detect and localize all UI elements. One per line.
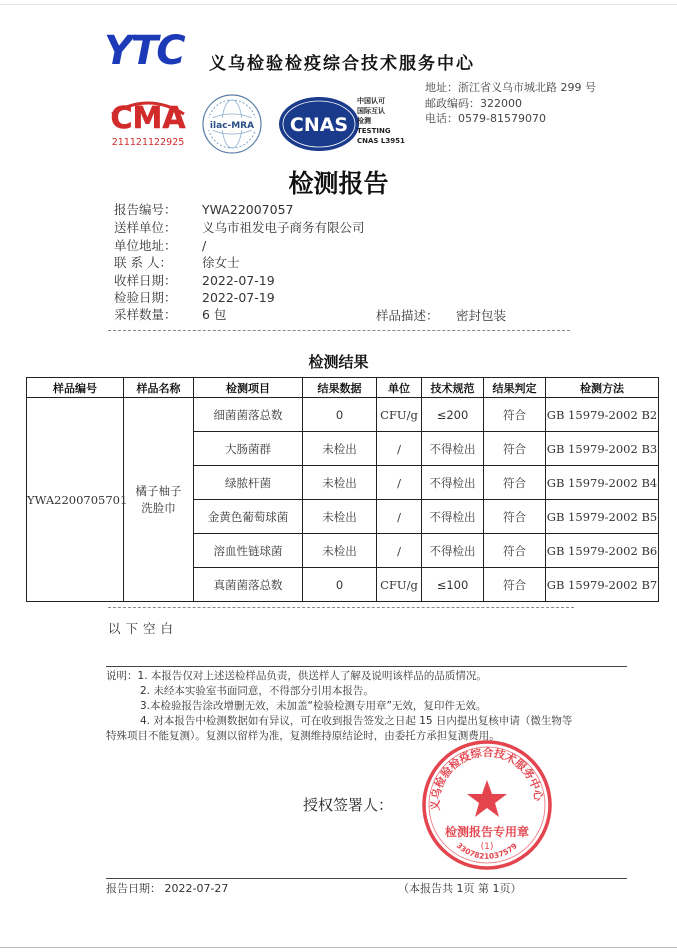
- results-table: [26, 377, 659, 602]
- info-value: 义乌市祖发电子商务有限公司: [202, 220, 365, 235]
- notes-top-rule: [106, 666, 627, 667]
- info-label: 收样日期：: [114, 273, 177, 288]
- method-cell: GB 15979-2002 B4: [546, 466, 659, 500]
- cma-mark: CMA: [110, 101, 186, 136]
- cnas-logo: [277, 95, 361, 153]
- info-value: YWA22007057: [202, 202, 294, 217]
- result-cell: 未检出: [303, 432, 377, 466]
- spec-cell: 不得检出: [422, 466, 484, 500]
- info-address: [114, 237, 206, 255]
- method-cell: GB 15979-2002 B2: [546, 398, 659, 432]
- postcode-line: 邮政编码：322000: [425, 97, 522, 110]
- table-header-row: [27, 378, 659, 398]
- sample-desc-value: 密封包装: [456, 308, 507, 323]
- cma-number: 211121122925: [111, 137, 185, 148]
- cnas-mark: CNAS: [289, 114, 349, 136]
- info-label: 报告编号：: [114, 202, 177, 217]
- stamp-ring-text: 义乌检验检疫综合技术服务中心: [428, 746, 546, 811]
- stamp-sub-text: (1): [480, 842, 494, 852]
- unit-cell: /: [377, 500, 422, 534]
- notes-block: [106, 669, 626, 744]
- unit-cell: /: [377, 432, 422, 466]
- unit-cell: CFU/g: [377, 398, 422, 432]
- signer-label: 授权签署人：: [303, 796, 394, 814]
- sample-name-cell: [124, 398, 194, 602]
- note-line: 4. 对本报告中检测数据如有异议，可在收到报告签发之日起 15 日内提出复核申请（微生物等: [140, 715, 573, 727]
- method-cell: GB 15979-2002 B5: [546, 500, 659, 534]
- header-sample-name: 样品名称: [124, 378, 194, 398]
- info-value: 2022-07-19: [202, 290, 275, 305]
- info-value: 徐女士: [202, 255, 240, 270]
- ytc-logo: YTC: [104, 28, 184, 74]
- info-value: 6 包: [202, 307, 227, 322]
- inspection-seal-stamp: [418, 736, 556, 874]
- sample-id-cell: YWA2200705701: [27, 398, 124, 602]
- ilac-text: ilac-MRA: [209, 121, 255, 131]
- note-line: 特殊项目不能复测）。复测以留样为准，复测维持原结论时，由委托方承担复测费用。: [106, 730, 500, 742]
- item-cell: 金黄色葡萄球菌: [194, 500, 303, 534]
- info-label: 检验日期：: [114, 290, 177, 305]
- header-spec: 技术规范: [422, 378, 484, 398]
- result-cell: 0: [303, 568, 377, 602]
- info-label: 采样数量：: [114, 307, 177, 322]
- phone-line: 电话：0579-81579070: [425, 112, 546, 125]
- sample-name-line: 洗脸巾: [141, 500, 176, 515]
- judgement-cell: 符合: [484, 568, 546, 602]
- results-title: 检测结果: [308, 353, 369, 371]
- info-separator: [108, 330, 570, 331]
- note-line: 3.本检验报告涂改增删无效，未加盖“检验检测专用章”无效，复印件无效。: [140, 700, 487, 712]
- judgement-cell: 符合: [484, 398, 546, 432]
- unit-cell: /: [377, 534, 422, 568]
- item-cell: 大肠菌群: [194, 432, 303, 466]
- note-line: 2. 未经本实验室书面同意，不得部分引用本报告。: [140, 685, 374, 697]
- item-cell: 溶血性链球菌: [194, 534, 303, 568]
- header-judgement: 结果判定: [484, 378, 546, 398]
- cnas-text-line: TESTING: [357, 127, 391, 135]
- item-cell: 细菌菌落总数: [194, 398, 303, 432]
- report-title: 检测报告: [288, 169, 389, 198]
- cnas-text-line: 中国认可: [357, 97, 385, 105]
- page-bottom-edge: [0, 947, 677, 948]
- method-cell: GB 15979-2002 B3: [546, 432, 659, 466]
- cnas-accreditation-text: [357, 96, 417, 146]
- result-cell: 未检出: [303, 500, 377, 534]
- info-label: 联 系 人：: [114, 255, 172, 270]
- address-line: 地址：浙江省义乌市城北路 299 号: [425, 81, 596, 94]
- page-top-edge: [0, 4, 677, 5]
- sample-desc-label: 样品描述：: [376, 308, 439, 323]
- info-sender: [114, 219, 365, 237]
- info-sample-qty: [114, 306, 226, 324]
- report-date: 报告日期： 2022-07-27: [106, 882, 229, 895]
- item-cell: 绿脓杆菌: [194, 466, 303, 500]
- unit-cell: /: [377, 466, 422, 500]
- spec-cell: ≤100: [422, 568, 484, 602]
- cnas-text-line: 国际互认: [357, 107, 385, 115]
- item-cell: 真菌菌落总数: [194, 568, 303, 602]
- cma-logo: [108, 94, 188, 148]
- blank-note: 以下空白: [108, 621, 179, 636]
- result-cell: 未检出: [303, 534, 377, 568]
- info-test-date: [114, 289, 275, 307]
- info-report-no: [114, 201, 294, 219]
- header-method: 检测方法: [546, 378, 659, 398]
- info-value: /: [202, 238, 207, 253]
- sample-name-line: 橘子柚子: [135, 483, 182, 498]
- header-result: 结果数据: [303, 378, 377, 398]
- spec-cell: ≤200: [422, 398, 484, 432]
- header-test-item: 检测项目: [194, 378, 303, 398]
- info-received-date: [114, 272, 275, 290]
- ilac-mra-logo: [200, 92, 264, 156]
- info-contact: [114, 254, 240, 272]
- judgement-cell: 符合: [484, 466, 546, 500]
- info-label: 单位地址：: [114, 238, 177, 253]
- cnas-text-line: 检测: [357, 117, 371, 125]
- info-value: 2022-07-19: [202, 273, 275, 288]
- star-icon: [467, 780, 507, 817]
- unit-cell: CFU/g: [377, 568, 422, 602]
- stamp-code: 3307821037579: [454, 840, 519, 861]
- method-cell: GB 15979-2002 B6: [546, 534, 659, 568]
- spec-cell: 不得检出: [422, 534, 484, 568]
- method-cell: GB 15979-2002 B7: [546, 568, 659, 602]
- cnas-text-line: CNAS L3951: [357, 137, 405, 145]
- page-info: （本报告共 1页 第 1页）: [398, 882, 522, 895]
- spec-cell: 不得检出: [422, 500, 484, 534]
- header-unit: 单位: [377, 378, 422, 398]
- judgement-cell: 符合: [484, 432, 546, 466]
- footer-rule: [106, 878, 627, 879]
- table-row: [27, 398, 659, 432]
- info-label: 送样单位：: [114, 220, 177, 235]
- result-cell: 0: [303, 398, 377, 432]
- org-name: 义乌检验检疫综合技术服务中心: [209, 54, 475, 74]
- header-sample-id: 样品编号: [27, 378, 124, 398]
- table-separator: [108, 607, 574, 608]
- result-cell: 未检出: [303, 466, 377, 500]
- note-line: 说明：1. 本报告仅对上述送检样品负责，供送样人了解及说明该样品的品质情况。: [106, 670, 487, 682]
- spec-cell: 不得检出: [422, 432, 484, 466]
- judgement-cell: 符合: [484, 534, 546, 568]
- judgement-cell: 符合: [484, 500, 546, 534]
- stamp-center-text: 检测报告专用章: [444, 825, 530, 839]
